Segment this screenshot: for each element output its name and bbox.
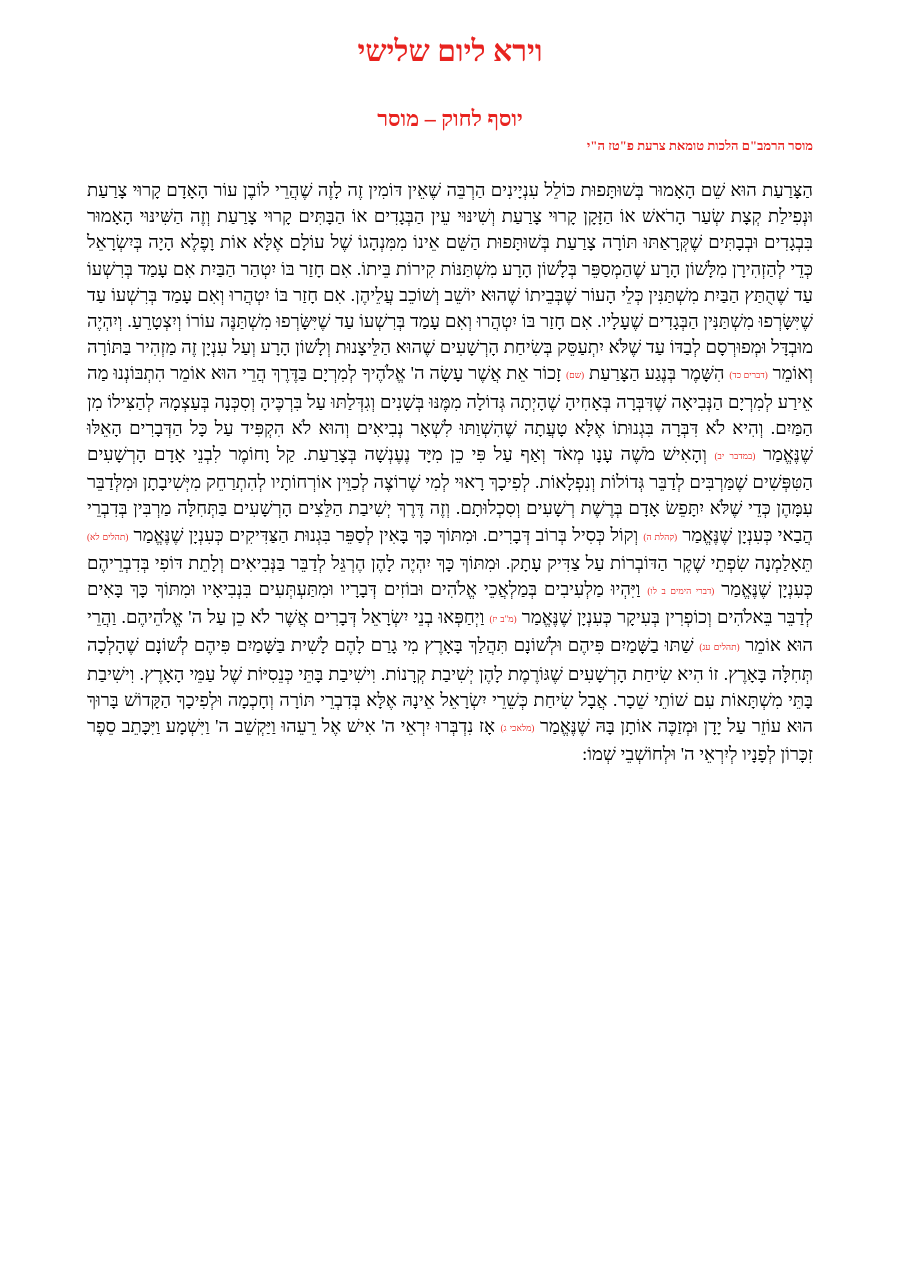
text-segment: אָז נִדְבְּרוּ יִרְאֵי ה' אִישׁ אֶל רֵעֵהוּ וַיַּקְשֵׁב ה' וַיִּשְׁמָע וַיִּכָּתֵב סֵפֶר זִכָּרוֹן לְפָנָיו לְיִרְאֵי ה' וּלְחוֹשְׁבֵי שְׁמוֹ: [87, 716, 813, 765]
text-segment: וַיִּהְיוּ מַלְעִיבִים בְּמַלְאֲכֵי אֱלֹהִים וּבוֹזִים דְּבָרָיו וּמִתַּעְתְּעִים בִּנְבִיאָיו וּמִתּוֹךְ כָּךְ בָּאִים לְדַבֵּר בֵּאלֹהִים וְכוֹפְרִין בְּעִיקָר כְּעִנְיָן שֶׁנֶּאֱמַר [87, 579, 813, 628]
body-text [87, 177, 813, 767]
page-subtitle: יוסף לחוק – מוסר [377, 106, 523, 131]
citation: (תהלים לא) [87, 531, 129, 542]
text-segment: תֵּאָלַמְנָה שִׂפְתֵי שֶׁקֶר הַדּוֹבְרוֹת עַל צַדִּיק עָתָק. וּמִתּוֹךְ כָּךְ יִהְיֶה לָהֶן הֶרְגֵּל לְדַבֵּר בַּנְּבִיאִים וְלָתֵת דּוֹפִי בְּדִבְרֵיהֶם כְּעִנְיָן שֶׁנֶּאֱמַר [87, 552, 813, 600]
citation: (דברים כד) [729, 370, 768, 381]
text-segment: הִשָּׁמֶר בְּנֶגַע הַצָּרַעַת [589, 363, 725, 384]
citation: (מלאכי ג) [500, 723, 535, 734]
citation: (קהלת ה) [643, 531, 678, 542]
citation: (במדבר יב) [714, 451, 756, 462]
text-segment: זָכוֹר אֵת אֲשֶׁר עָשָׂה ה' אֱלֹהֶיךָ לְמִרְיָם בַּדֶּרֶךְ הֲרֵי הוּא אוֹמֵר הִתְבּוֹנְנוּ מַה אֵירַע לְמִרְיָם הַנְּבִיאָה שֶׁדִּבְּרָה בְּאָחִיהָ שֶׁהָיְתָה גְּדוֹלָה מִמֶּנּוּ בְּשָׁנִים וְגִדְּלַתּוּ עַל בִּרְכֶּיהָ וְסִכְּנָה בְּעַצְמָהּ לְהַצִּילוֹ מִן הַמַּיִם. וְהִיא לֹא דִּבְּרָה בִּגְנוּתוֹ אֶלָּא טָעֲתָה שֶׁהִשְׁוַתּוּ לִשְׁאָר נְבִיאִים וְהוּא לֹא הִקְפִּיד עַל כָּל הַדְּבָרִים הָאֵלּוּ שֶׁנֶּאֱמַר [87, 363, 813, 465]
citation: (דברי הימים ב לו) [647, 586, 715, 597]
text-segment: וְהָאִישׁ מֹשֶׁה עָנָו מְאֹד וְאַף עַל פִּי כֵן מִיָּד נֶעֶנְשָׁה בְּצָרַעַת. קַל וָחוֹמֶר לִבְנֵי אָדָם הָרְשָׁעִים הַטִּפְּשִׁים שֶׁמַּרְבִּים לְדַבֵּר גְּדוֹלוֹת וְנִפְלָאוֹת. לְפִיכָךְ רָאוּי לְמִי שֶׁרוֹצֶה לְכַוֵּין אוֹרְחוֹתָיו לְהִתְרַחֵק מִיְּשִׁיבָתָן וּמִלְּדַבֵּר עִמָּהֶן כְּדֵי שֶׁלֹּא יִתָּפֵשׂ אָדָם בְּרֶשֶׁת רְשָׁעִים וְסִכְלוּתָם. וְזֶה דֶּרֶךְ יְשִׁיבַת הַלֵּצִים הָרְשָׁעִים בַּתְּחִלָּה מַרְבִּין בְּדִבְרֵי הֲבַאי כְּעִנְיָן שֶׁנֶּאֱמַר [87, 444, 813, 545]
page-title: וירא ליום שלישי [357, 35, 543, 68]
text-segment: הַצָּרַעַת הוּא שֵׁם הָאָמוּר בְּשׁוּתָּפוּת כּוֹלֵל עִנְיָינִים הַרְבֵּה שֶׁאֵין דּוֹמִין זֶה לָזֶה שֶׁהֲרֵי לוֹבֶן עוֹר הָאָדָם קָרוּי צָרַעַת וּנְפִילַת קְצָת שְׂעַר הָרֹאשׁ אוֹ הַזָּקָן קָרוּי צָרַעַת וְשִׁינּוּי עֵין הַבְּגָדִים אוֹ הַבָּתִּים קָרוּי צָרַעַת וְזֶה הַשִּׁינּוּי הָאָמוּר בִּבְגָדִים וּבְבָתִּים שֶׁקְּרָאַתּוּ תּוֹרָה צָרַעַת בְּשׁוּתָּפוּת הַשֵּׁם אֵינוֹ מִמִּנְהָגוֹ שֶׁל עוֹלָם אֶלָּא אוֹת וָפֶלֶא הָיָה בְּיִשְׂרָאֵל כְּדֵי לְהַזְהִירָן מִלָּשׁוֹן הָרָע שֶׁהַמְסַפֵּר בְּלָשׁוֹן הָרָע מִשְׁתַּנּוֹת קִירוֹת בֵּיתוֹ. אִם חָזַר בּוֹ יִטְהַר הַבַּיִת אִם עָמַד בְּרִשְׁעוֹ עַד שֶׁהֻתַּץ הַבַּיִת מִשְׁתַּנִּין כְּלֵי הָעוֹר שֶׁבְּבֵיתוֹ שֶׁהוּא יוֹשֵׁב וְשׁוֹכֵב עֲלֵיהֶן. אִם חָזַר בּוֹ יִטְהֲרוּ וְאִם עָמַד בְּרִשְׁעוֹ עַד שֶׁיִּשָּׂרְפוּ מִשְׁתַּנִּין הַבְּגָדִים שֶׁעָלָיו. אִם חָזַר בּוֹ יִטְהֲרוּ וְאִם עָמַד בְּרִשְׁעוֹ עַד שֶׁיִּשָּׂרְפוּ מִשְׁתַּנֶּה עוֹרוֹ וְיִצְטָרֵעַ. וְיִהְיֶה מוּבְדָּל וּמְפוּרְסָם לְבַדּוֹ עַד שֶׁלֹּא יִתְעַסֵּק בְּשִׂיחַת הָרְשָׁעִים שֶׁהוּא הַלֵּיצָנוּת וְלָשׁוֹן הָרָע וְעַל עִנְיָן זֶה מַזְהִיר בַּתּוֹרָה וְאוֹמֵר [87, 180, 813, 384]
text-segment: וַיְחַפְּאוּ בְנֵי יִשְׂרָאֵל דְּבָרִים אֲשֶׁר לֹא כֵן עַל ה' אֱלֹהֵיהֶם. וַהֲרֵי הוּא אוֹמֵר [87, 607, 813, 656]
citation: (תהלים עג) [699, 642, 740, 653]
text-segment: שַׁתּוּ בַשָּׁמַיִם פִּיהֶם וּלְשׁוֹנָם תִּהֲלַךְ בָּאָרֶץ מִי גָרַם לָהֶם לָשִׁית בַּשָּׁמַיִם פִּיהֶם לְשׁוֹנָם שֶׁהָלְכָה תְּחִלָּה בָּאָרֶץ. זוֹ הִיא שִׂיחַת הָרְשָׁעִים שֶׁגּוֹרֶמֶת לָהֶן יְשִׁיבַת קְרָנוֹת. וִישִׁיבַת בָּתֵּי כְּנֵסִיּוֹת שֶׁל עַמֵּי הָאָרֶץ. וִישִׁיבַת בָּתֵּי מִשְׁתָּאוֹת עִם שׁוֹתֵי שֵׁכָר. אֲבָל שִׂיחַת כְּשֵׁרֵי יִשְׂרָאֵל אֵינָהּ אֶלָּא בְּדִבְרֵי תּוֹרָה וְחָכְמָה וּלְפִיכָךְ הַקָּדוֹשׁ בָּרוּךְ הוּא עוֹזֵר עַל יָדָן וּמְזַכֶּה אוֹתָן בָּהּ שֶׁנֶּאֱמַר [87, 635, 813, 737]
text-segment: וְקוֹל כְּסִיל בְּרוֹב דְּבָרִים. וּמִתּוֹךְ כָּךְ בָּאִין לְסַפֵּר בִּגְנוּת הַצַּדִּיקִים כְּעִנְיָן שֶׁנֶּאֱמַר [133, 524, 639, 545]
source-reference: מוסר הרמב"ם הלכות טומאת צרעת פ"טז ה"י [586, 138, 813, 153]
citation: (שם) [566, 370, 585, 381]
citation: (מ"ב יז) [489, 614, 517, 625]
